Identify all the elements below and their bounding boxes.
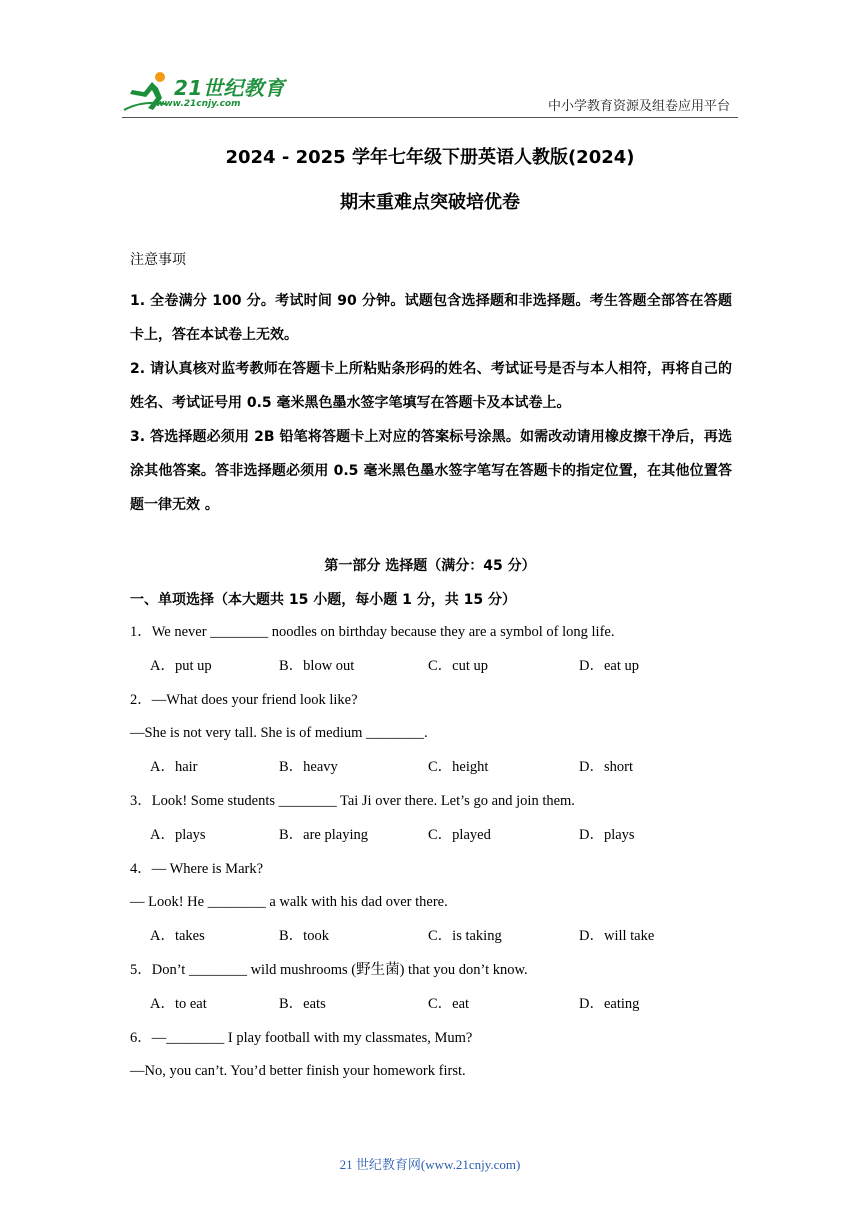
question-line: —No, you can’t. You’d better finish your homework first. — [130, 1063, 466, 1080]
answer-option: D．eating — [579, 995, 640, 1012]
notice-item: 1. 全卷满分 100 分。考试时间 90 分钟。试题包含选择题和非选择题。考生答题全部答在答题卡上，答在本试卷上无效。 — [130, 293, 732, 343]
question-line: 4．— Where is Mark? — [130, 860, 264, 877]
question-list — [130, 619, 740, 1092]
answer-option: C．height — [428, 759, 489, 776]
answer-option: C．played — [428, 826, 491, 843]
answer-option: B．took — [279, 928, 329, 945]
answer-option: A．put up — [150, 657, 212, 674]
notice-item: 3. 答选择题必须用 2B 铅笔将答题卡上对应的答案标号涂黑。如需改动请用橡皮擦干净后，再选涂其他答案。答非选择题必须用 0.5 毫米黑色墨水签字笔写在答题卡的指定位置，在其他位置答题一律无效 。 — [130, 429, 732, 513]
footer: 21 世纪教育网(www.21cnjy.com) — [339, 1157, 521, 1172]
answer-option: D．short — [579, 759, 633, 776]
answer-option: D．plays — [579, 826, 635, 843]
question-line: 1．We never ________ noodles on birthday because they are a symbol of long life. — [130, 624, 615, 640]
question-line: 6．—________ I play football with my classmates, Mum? — [130, 1029, 473, 1046]
options-row — [130, 923, 740, 957]
answer-option: B．blow out — [279, 657, 355, 674]
answer-option: B．heavy — [279, 759, 338, 776]
question-line: —She is not very tall. She is of medium ________. — [130, 725, 428, 742]
logo-url: www.21cnjy.com — [156, 99, 241, 109]
exam-subtitle: 期末重难点突破培优卷 — [340, 192, 520, 213]
options-row — [130, 754, 740, 788]
question-line: 5．Don’t ________ wild mushrooms (野生菌) that you don’t know. — [130, 961, 528, 978]
notice-block — [130, 250, 732, 522]
page-header — [0, 0, 860, 118]
options-row — [130, 822, 740, 856]
answer-option: D．will take — [579, 928, 655, 945]
notice-heading: 注意事项 — [130, 252, 186, 268]
answer-option: A．hair — [150, 759, 198, 776]
question-line: 2．—What does your friend look like? — [130, 691, 358, 708]
part-title: 第一部分 选择题（满分：45 分） — [324, 558, 536, 574]
question-line: — Look! He ________ a walk with his dad over there. — [130, 894, 448, 911]
notice-item: 2. 请认真核对监考教师在答题卡上所粘贴条形码的姓名、考试证号是否与本人相符，再将自己的姓名、考试证号用 0.5 毫米黑色墨水签字笔填写在答题卡及本试卷上。 — [130, 361, 732, 411]
answer-option: C．eat — [428, 995, 470, 1012]
answer-option: A．to eat — [150, 995, 207, 1012]
section-title: 一、单项选择（本大题共 15 小题，每小题 1 分，共 15 分） — [130, 592, 516, 608]
header-divider — [122, 117, 738, 118]
answer-option: A．takes — [150, 928, 205, 945]
options-row — [130, 991, 740, 1025]
question-line: 3．Look! Some students ________ Tai Ji over there. Let’s go and join them. — [130, 792, 575, 809]
answer-option: D．eat up — [579, 657, 639, 674]
exam-title: 2024 - 2025 学年七年级下册英语人教版(2024) — [225, 147, 635, 168]
platform-label: 中小学教育资源及组卷应用平台 — [547, 98, 730, 113]
logo — [122, 68, 302, 116]
logo-name: 21世纪教育 — [174, 76, 285, 100]
answer-option: C．is taking — [428, 928, 502, 945]
answer-option: B．are playing — [279, 826, 368, 843]
answer-option: A．plays — [150, 826, 206, 843]
answer-option: C．cut up — [428, 657, 489, 674]
answer-option: B．eats — [279, 995, 326, 1012]
options-row — [130, 653, 740, 687]
